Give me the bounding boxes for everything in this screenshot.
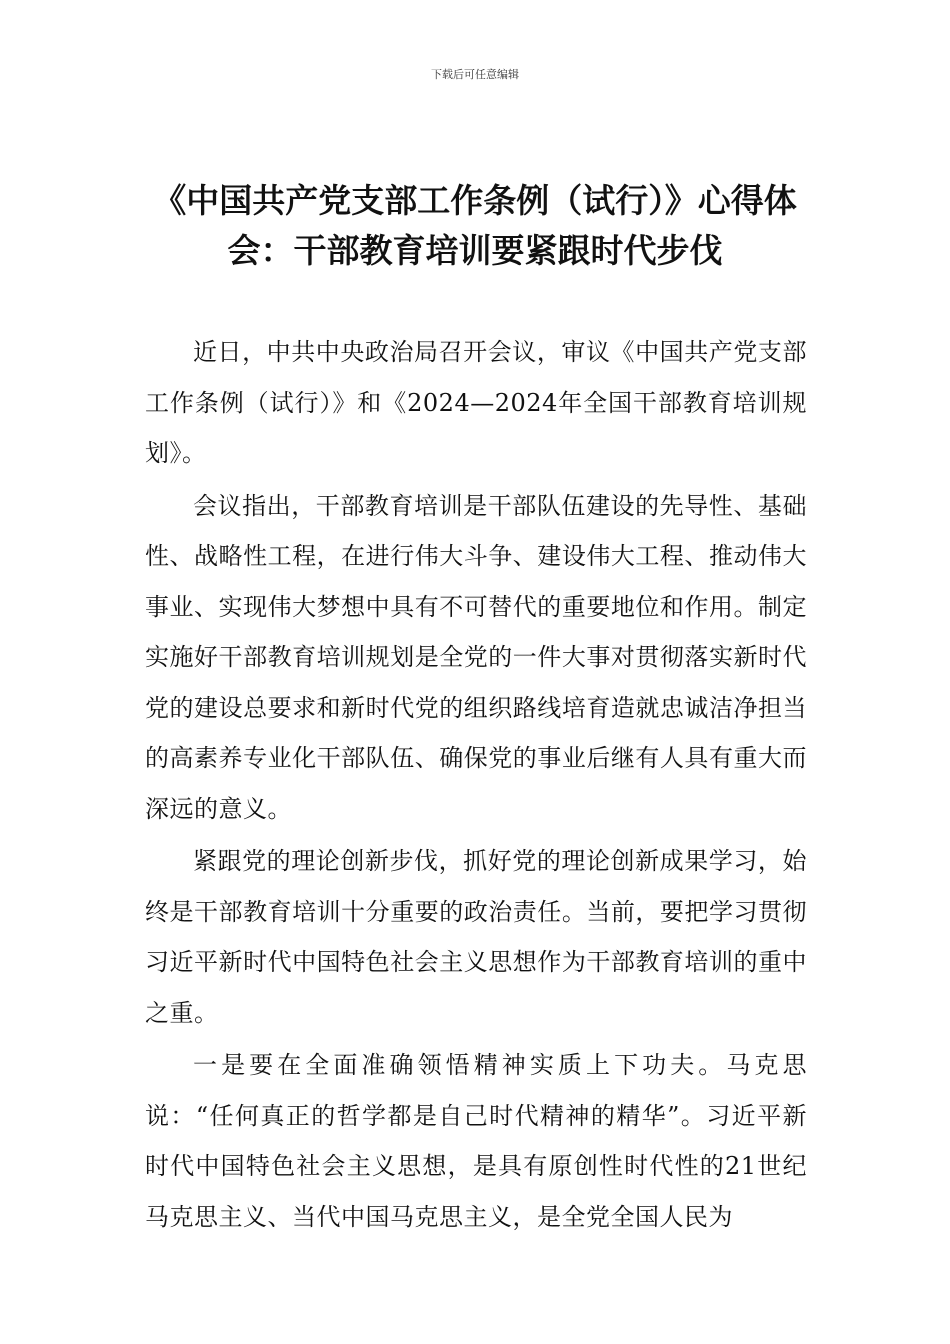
- document-body: [145, 327, 807, 1244]
- paragraph-2: 会议指出，干部教育培训是干部队伍建设的先导性、基础性、战略性工程，在进行伟大斗争、建设伟大工程、推动伟大事业、实现伟大梦想中具有不可替代的重要地位和作用。制定实施好干部教育培训规划是全党的一件大事对贯彻落实新时代党的建设总要求和新时代党的组织路线培育造就忠诚洁净担当的高素养专业化干部队伍、确保党的事业后继有人具有重大而深远的意义。: [145, 491, 807, 823]
- document-title: 《中国共产党支部工作条例（试行）》心得体会：干部教育培训要紧跟时代步伐: [153, 181, 797, 270]
- header-note: 下载后可任意编辑: [431, 68, 519, 81]
- paragraph-3: 紧跟党的理论创新步伐，抓好党的理论创新成果学习，始终是干部教育培训十分重要的政治责任。当前，要把学习贯彻习近平新时代中国特色社会主义思想作为干部教育培训的重中之重。: [145, 847, 807, 1027]
- paragraph-1: 近日，中共中央政治局召开会议，审议《中国共产党支部工作条例（试行）》和《2024—2024年全国干部教育培训规划》。: [145, 338, 807, 467]
- paragraph-4: 一是要在全面准确领悟精神实质上下功夫。马克思说：“任何真正的哲学都是自己时代精神的精华”。习近平新时代中国特色社会主义思想，是具有原创性时代性的21世纪马克思主义、当代中国马克思主义，是全党全国人民为: [145, 1051, 807, 1231]
